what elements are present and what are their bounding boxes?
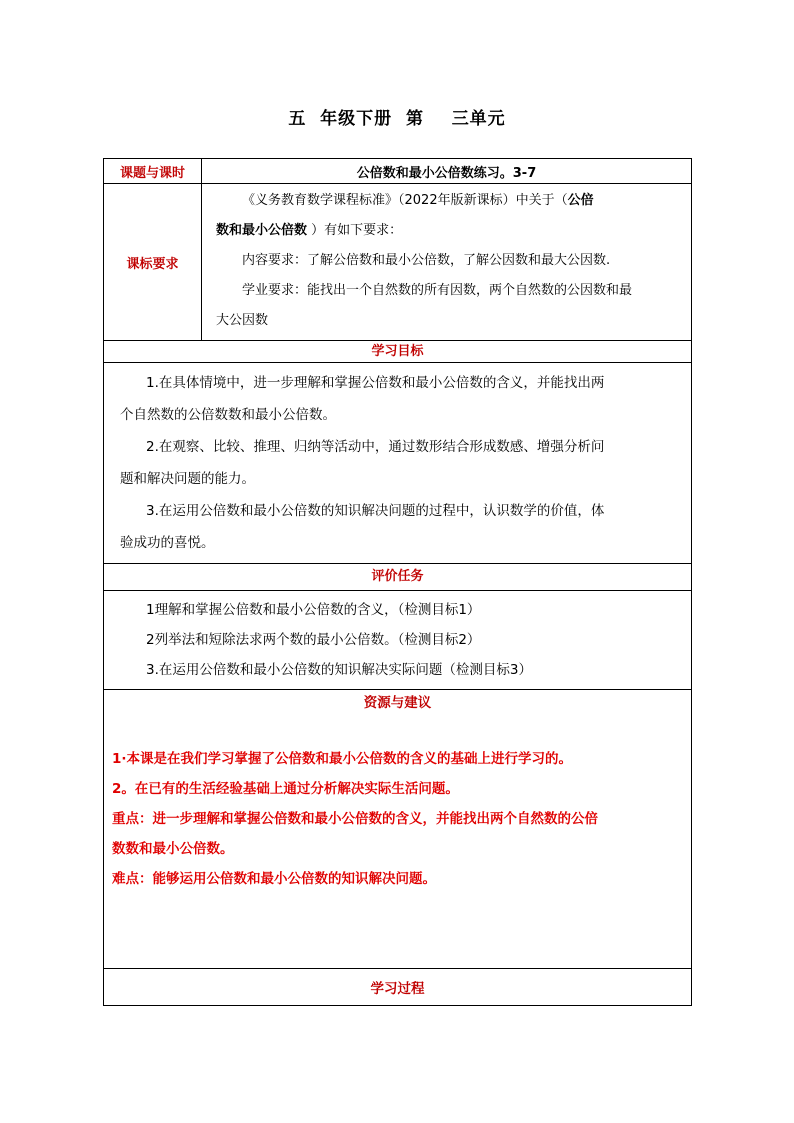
resource-item-2: 2。在已有的生活经验基础上通过分析解决实际生活问题。 — [112, 781, 459, 797]
row-resources — [104, 690, 692, 969]
key-point-cont: 数数和最小公倍数。 — [112, 841, 234, 857]
key-point: 重点：进一步理解和掌握公倍数和最小公倍数的含义，并能找出两个自然数的公倍 — [112, 811, 598, 827]
goals-content — [104, 363, 692, 564]
tasks-heading: 评价任务 — [104, 564, 692, 591]
row-process — [104, 969, 692, 1006]
goal-2-cont: 题和解决问题的能力。 — [120, 471, 255, 487]
study-requirement-cont: 大公因数 — [216, 313, 269, 328]
title-grade: 五 — [288, 109, 307, 129]
goal-1-cont: 个自然数的公倍数数和最小公倍数。 — [120, 407, 336, 423]
content-requirement: 内容要求：了解公倍数和最小公倍数，了解公因数和最大公因数. — [242, 253, 611, 268]
process-heading: 学习过程 — [104, 969, 692, 1006]
resource-item-1: 1·本课是在我们学习掌握了公倍数和最小公倍数的含义的基础上进行学习的。 — [112, 751, 573, 767]
standard-intro-cont — [216, 216, 683, 246]
lesson-plan-table — [103, 158, 692, 1006]
row-standard — [104, 184, 692, 341]
row-topic — [104, 159, 692, 184]
standard-intro-end: ）有如下要求： — [307, 223, 403, 238]
standard-label: 课标要求 — [104, 184, 202, 341]
task-2: 2列举法和短除法求两个数的最小公倍数。（检测目标2） — [146, 632, 481, 648]
goal-3: 3.在运用公倍数和最小公倍数的知识解决问题的过程中，认识数学的价值，体 — [146, 503, 605, 519]
goal-2: 2.在观察、比较、推理、归纳等活动中，通过数形结合形成数感、增强分析问 — [146, 439, 605, 455]
standard-intro-bold2: 数和最小公倍数 — [216, 223, 308, 238]
goal-3-cont: 验成功的喜悦。 — [120, 535, 215, 551]
title-unit: 三单元 — [451, 109, 506, 129]
page-title — [0, 104, 794, 129]
standard-intro — [216, 186, 683, 216]
resources-cell — [104, 690, 692, 969]
standard-intro-text: 《义务教育数学课程标准》（2022年版新课标）中关于（ — [242, 193, 568, 208]
title-di: 第 — [406, 109, 424, 129]
difficulty-point: 难点：能够运用公倍数和最小公倍数的知识解决问题。 — [112, 871, 436, 887]
row-tasks-head — [104, 564, 692, 591]
topic-value: 公倍数和最小公倍数练习。3-7 — [202, 159, 692, 184]
resources-heading: 资源与建议 — [363, 695, 432, 711]
topic-label: 课题与课时 — [104, 159, 202, 184]
tasks-content — [104, 591, 692, 690]
study-requirement: 学业要求：能找出一个自然数的所有因数，两个自然数的公因数和最 — [242, 283, 633, 298]
row-goals-head — [104, 341, 692, 363]
goal-1: 1.在具体情境中，进一步理解和掌握公倍数和最小公倍数的含义，并能找出两 — [146, 375, 605, 391]
resources-content — [104, 716, 691, 968]
task-3: 3.在运用公倍数和最小公倍数的知识解决实际问题（检测目标3） — [146, 662, 532, 678]
row-tasks — [104, 591, 692, 690]
task-1: 1理解和掌握公倍数和最小公倍数的含义，（检测目标1） — [146, 602, 481, 618]
goals-heading: 学习目标 — [104, 341, 692, 363]
standard-content — [202, 184, 692, 341]
row-goals — [104, 363, 692, 564]
standard-intro-bold1: 公倍 — [567, 193, 594, 208]
title-semester: 年级下册 — [320, 109, 393, 129]
